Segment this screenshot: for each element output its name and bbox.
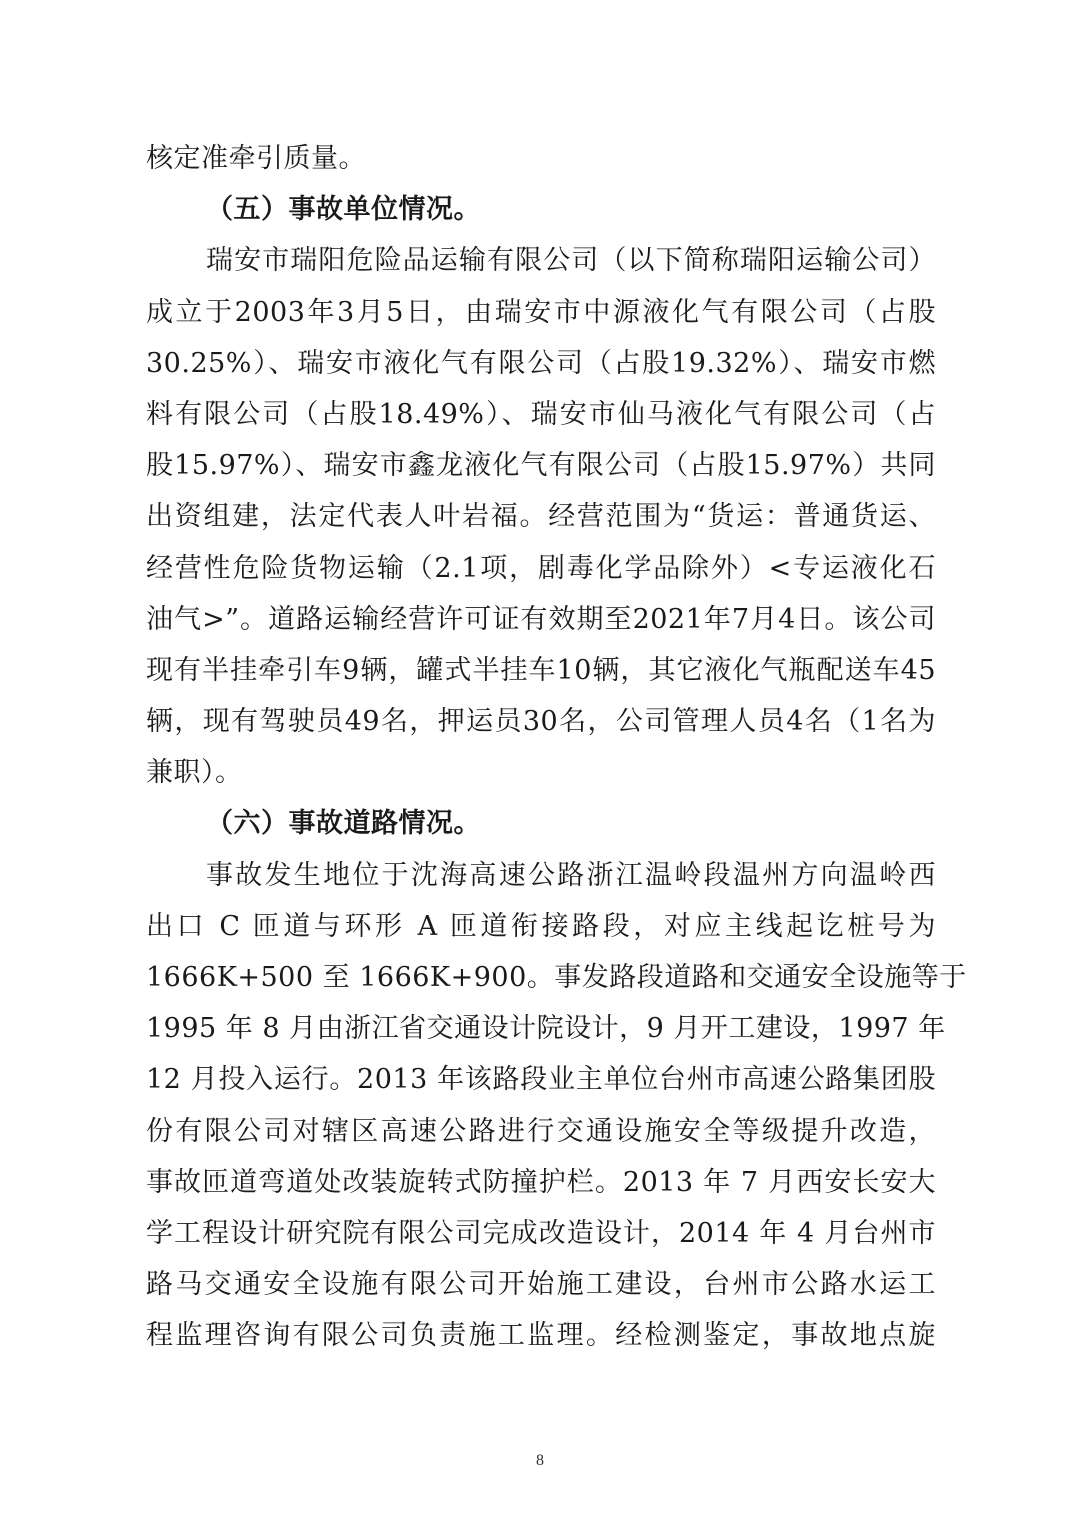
paragraph-line: 瑞安市瑞阳危险品运输有限公司（以下简称瑞阳运输公司） [206,245,936,277]
paragraph-line: 油气>”。道路运输经营许可证有效期至2021年7月4日。该公司 [146,603,936,635]
section-heading-5: （五）事故单位情况。 [206,194,481,226]
paragraph-line: 30.25%）、瑞安市液化气有限公司（占股19.32%）、瑞安市燃 [146,347,936,379]
paragraph-line: 份有限公司对辖区高速公路进行交通设施安全等级提升改造， [146,1115,936,1147]
paragraph-line: 出资组建，法定代表人叶岩福。经营范围为“货运：普通货运、 [146,501,936,533]
paragraph-line: 现有半挂牵引车9辆，罐式半挂车10辆，其它液化气瓶配送车45 [146,654,936,686]
paragraph-line: 事故发生地位于沈海高速公路浙江温岭段温州方向温岭西 [206,859,936,891]
page-number: 8 [536,1452,544,1469]
paragraph-line: 成立于2003年3月5日，由瑞安市中源液化气有限公司（占股 [146,296,936,328]
section-heading-6: （六）事故道路情况。 [206,808,481,840]
paragraph-line: 程监理咨询有限公司负责施工监理。经检测鉴定，事故地点旋 [146,1320,936,1352]
paragraph-line: 1666K+500 至 1666K+900。事发路段道路和交通安全设施等于 [146,962,967,993]
paragraph-line: 12 月投入运行。2013 年该路段业主单位台州市高速公路集团股 [146,1064,936,1096]
paragraph-line: 经营性危险货物运输（2.1项，剧毒化学品除外）<专运液化石 [146,552,936,584]
paragraph-line: 1995 年 8 月由浙江省交通设计院设计，9 月开工建设，1997 年 [146,1013,946,1045]
paragraph-line: 事故匝道弯道处改装旋转式防撞护栏。2013 年 7 月西安长安大 [146,1166,936,1198]
paragraph-line: 料有限公司（占股18.49%）、瑞安市仙马液化气有限公司（占 [146,398,936,430]
paragraph-line: 路马交通安全设施有限公司开始施工建设，台州市公路水运工 [146,1269,936,1301]
paragraph-line: 核定准牵引质量。 [146,143,366,174]
paragraph-line: 兼职）。 [146,757,243,789]
paragraph-line: 股15.97%）、瑞安市鑫龙液化气有限公司（占股15.97%）共同 [146,450,936,482]
paragraph-line: 学工程设计研究院有限公司完成改造设计，2014 年 4 月台州市 [146,1217,936,1249]
paragraph-line: 辆，现有驾驶员49名，押运员30名，公司管理人员4名（1名为 [146,706,936,738]
paragraph-line: 出口 C 匝道与环形 A 匝道衔接路段，对应主线起讫桩号为 [146,910,936,942]
document-body [146,133,967,1362]
